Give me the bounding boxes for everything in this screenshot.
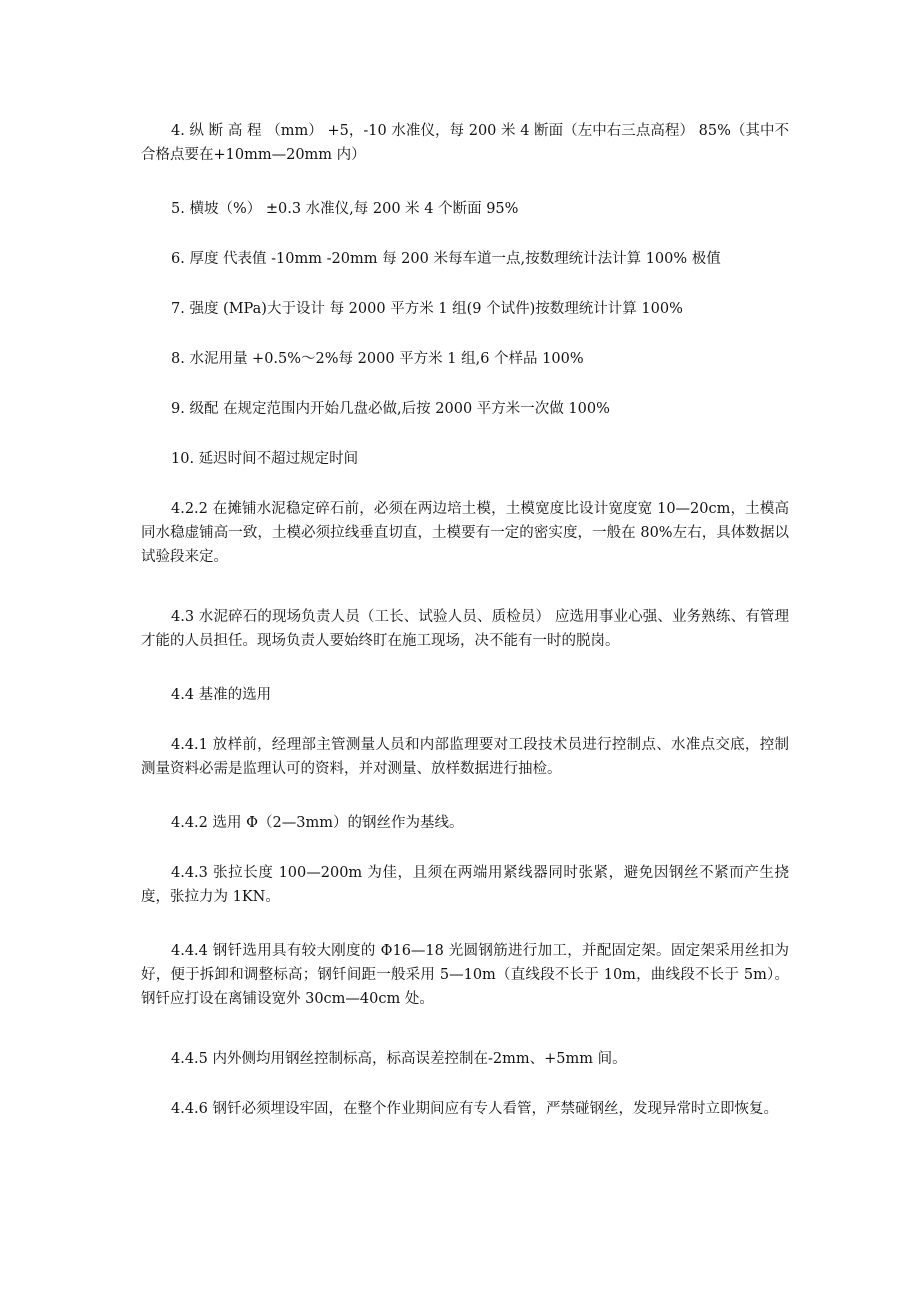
paragraph-4-4-5: 4.4.5 内外侧均用钢丝控制标高，标高误差控制在-2mm、+5mm 间。 bbox=[171, 1051, 627, 1067]
paragraph-4-4-4: 4.4.4 钢钎选用具有较大刚度的 Φ16—18 光圆钢筋进行加工，并配固定架。固定架采用丝扣为好，便于拆卸和调整标高；钢钎间距一般采用 5—10m（直线段不长于 10m，曲线段不长于 5m）。钢钎应打设在离铺设宽外 30cm—40cm 处。 bbox=[141, 943, 789, 1007]
paragraph-elevation: 4. 纵 断 高 程 （mm） +5，-10 水准仪，每 200 米 4 断面（左中右三点高程） 85%（其中不合格点要在+10mm—20mm 内） bbox=[141, 123, 789, 163]
paragraph-4-4-heading: 4.4 基准的选用 bbox=[171, 687, 272, 703]
paragraph-4-4-6: 4.4.6 钢钎必须埋设牢固，在整个作业期间应有专人看管，严禁碰钢丝，发现异常时立即恢复。 bbox=[171, 1101, 778, 1117]
paragraph-4-4-2: 4.4.2 选用 Φ（2—3mm）的钢丝作为基线。 bbox=[171, 815, 464, 831]
paragraph-cement-content: 8. 水泥用量 +0.5%～2%每 2000 平方米 1 组,6 个样品 100% bbox=[171, 351, 584, 367]
paragraph-gradation: 9. 级配 在规定范围内开始几盘必做,后按 2000 平方米一次做 100% bbox=[171, 401, 610, 417]
paragraph-strength: 7. 强度 (MPa)大于设计 每 2000 平方米 1 组(9 个试件)按数理统计计算 100% bbox=[171, 301, 683, 317]
paragraph-cross-slope: 5. 横坡（%） ±0.3 水准仪,每 200 米 4 个断面 95% bbox=[171, 201, 519, 217]
paragraph-4-2-2: 4.2.2 在摊铺水泥稳定碎石前，必须在两边培土模，土模宽度比设计宽度宽 10—20cm，土模高同水稳虚铺高一致，土模必须拉线垂直切直，土模要有一定的密实度，一般在 80%左右，具体数据以试验段来定。 bbox=[141, 501, 789, 565]
paragraph-4-4-1: 4.4.1 放样前，经理部主管测量人员和内部监理要对工段技术员进行控制点、水准点交底，控制测量资料必需是监理认可的资料，并对测量、放样数据进行抽检。 bbox=[141, 737, 789, 777]
paragraph-delay-time: 10. 延迟时间不超过规定时间 bbox=[171, 451, 359, 467]
paragraph-thickness: 6. 厚度 代表值 -10mm -20mm 每 200 米每车道一点,按数理统计法计算 100% 极值 bbox=[171, 251, 721, 267]
paragraph-4-4-3: 4.4.3 张拉长度 100—200m 为佳，且须在两端用紧线器同时张紧，避免因钢丝不紧而产生挠度，张拉力为 1KN。 bbox=[141, 865, 789, 905]
paragraph-4-3: 4.3 水泥碎石的现场负责人员（工长、试验人员、质检员） 应选用事业心强、业务熟练、有管理才能的人员担任。现场负责人要始终盯在施工现场，决不能有一时的脱岗。 bbox=[141, 609, 789, 649]
